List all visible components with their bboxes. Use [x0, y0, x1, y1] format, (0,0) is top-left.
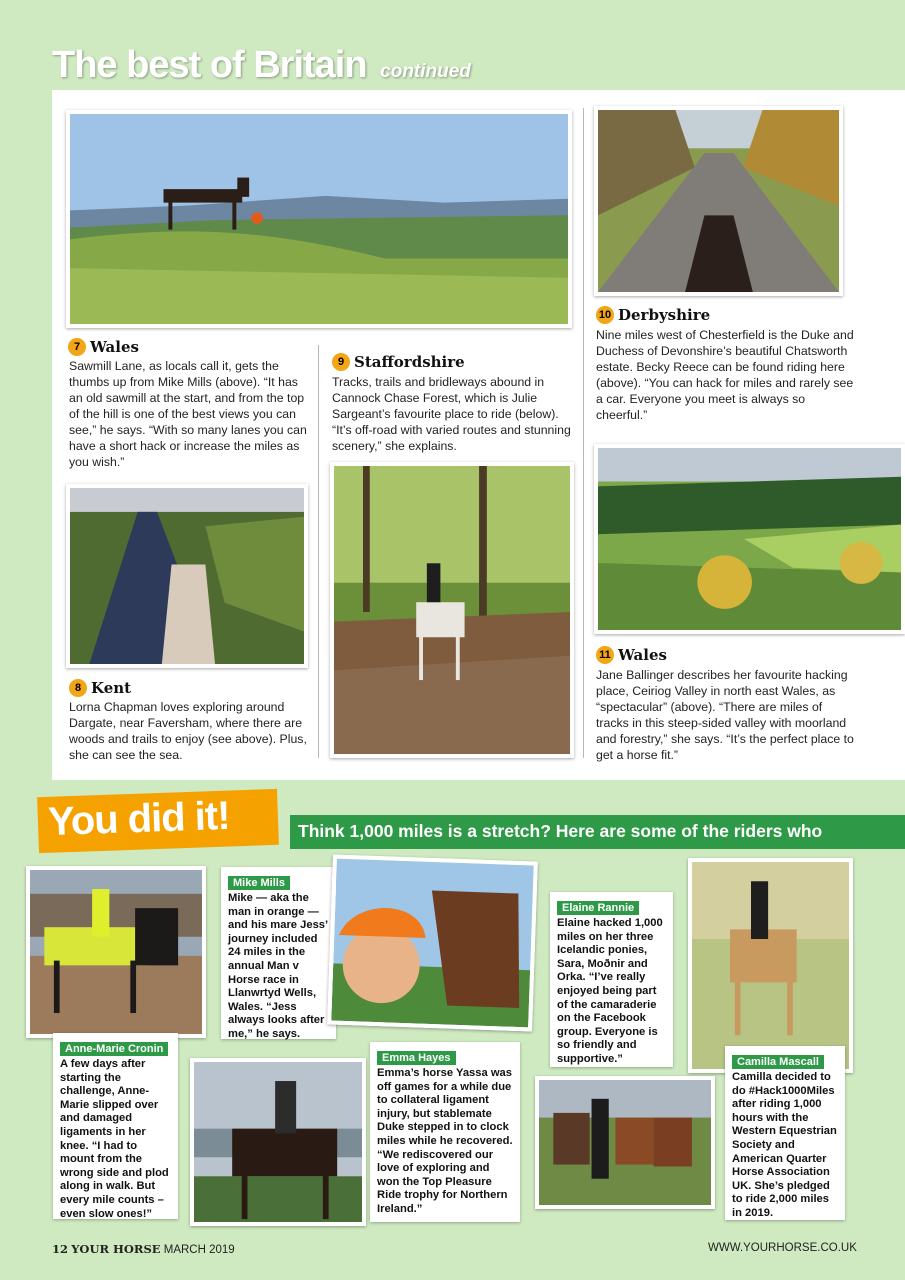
title-continued: continued [380, 61, 471, 82]
issue-date: MARCH 2019 [163, 1244, 235, 1256]
section-heading-9 [332, 353, 465, 371]
rider-card-elaine-rannie [550, 892, 673, 1067]
section-number-badge: 7 [68, 338, 86, 356]
section-region: Wales [90, 338, 139, 356]
section-body-9: Tracks, trails and bridleways abound in Cannock Chase Forest, which is Julie Sargeant’s favourite place to ride (below). “It’s off-road with varied routes and stunning scenery,” she explains. [332, 375, 571, 453]
you-did-it-subtitle: Think 1,000 miles is a stretch? Here are some of the riders who [298, 821, 823, 841]
section-region: Wales [618, 646, 667, 664]
section-heading-11 [596, 646, 667, 664]
section-heading-7 [68, 338, 139, 356]
photo-wales-valley [594, 444, 905, 634]
column-divider [583, 108, 584, 758]
section-body-8: Lorna Chapman loves exploring around Dargate, near Faversham, where there are woods and trails to enjoy (see above). Plus, she can see the sea. [69, 700, 307, 762]
section-number-badge: 11 [596, 646, 614, 664]
rider-name-tag: Anne-Marie Cronin [60, 1042, 168, 1056]
photo-staffordshire-ford [330, 462, 574, 758]
section-heading-8 [69, 679, 131, 697]
rider-text: Camilla decided to do #Hack1000Miles after riding 1,000 hours with the Western Equestrian Society and American Quarter Horse Association UK. She’s pledged to ride 2,000 miles in 2019. [732, 1071, 837, 1219]
photo-camilla-mascall [688, 858, 853, 1073]
section-heading-10 [596, 306, 710, 324]
photo-anne-marie [26, 866, 206, 1038]
page-footer-website: WWW.YOURHORSE.CO.UK [708, 1242, 857, 1254]
section-region: Staffordshire [354, 353, 465, 371]
rider-text: Emma’s horse Yassa was off games for a while due to collateral ligament injury, but stablemate Duke stepped in to clock miles while he recovered. “We rediscovered our love of exploring and won the Top Pleasure Ride trophy for Northern Ireland.” [377, 1067, 513, 1215]
photo-kent-lane [66, 484, 308, 668]
rider-name-tag: Elaine Rannie [557, 901, 639, 915]
title-text: The best of Britain [52, 44, 367, 86]
section-body-10: Nine miles west of Chesterfield is the Duke and Duchess of Devonshire’s beautiful Chatsworth estate. Becky Reece can be found riding here (above). “You can hack for miles and rarely see a car. Everyone you meet is always so cheerful.” [596, 328, 854, 422]
rider-name-tag: Mike Mills [228, 876, 290, 890]
rider-card-mike-mills [221, 867, 336, 1039]
section-number-badge: 9 [332, 353, 350, 371]
you-did-it-title: You did it! [47, 793, 231, 845]
photo-mike-mills [327, 854, 538, 1031]
section-number-badge: 10 [596, 306, 614, 324]
rider-text: Elaine hacked 1,000 miles on her three Icelandic ponies, Sara, Moðnir and Orka. “I’ve really enjoyed being part of the camaraderie on the Facebook group. Everyone is so friendly and supportive.” [557, 917, 663, 1065]
rider-text: Mike — aka the man in orange — and his mare Jess’ journey included 24 miles in the annual Man v Horse race in Llanwrtyd Wells, Wales. “Jess always looks after me,” he says. [228, 892, 328, 1040]
photo-elaine-rannie [535, 1076, 715, 1209]
rider-text: A few days after starting the challenge, Anne-Marie slipped over and damaged ligaments in her knee. “I had to mount from the wrong side and plod along in walk. But every mile counts – even slow ones!” [60, 1058, 169, 1220]
page-footer-left [52, 1242, 235, 1256]
rider-card-emma-hayes [370, 1042, 520, 1222]
page-number: 12 [52, 1242, 69, 1256]
section-body-7: Sawmill Lane, as locals call it, gets the thumbs up from Mike Mills (above). “It has an old sawmill at the start, and from the top of the hill is one of the best views you can see,” he says. “With so many lanes you can have a short hack or increase the miles as you wish.” [69, 359, 307, 469]
photo-emma-hayes [190, 1058, 366, 1226]
section-number-badge: 8 [69, 679, 87, 697]
photo-wales-hilltop [66, 110, 572, 328]
section-region: Kent [91, 679, 132, 697]
rider-card-anne-marie [53, 1033, 178, 1219]
column-divider [318, 345, 319, 758]
rider-card-camilla-mascall [725, 1046, 845, 1220]
photo-derbyshire-lane [594, 106, 843, 296]
rider-name-tag: Camilla Mascall [732, 1055, 824, 1069]
magazine-name: YOUR HORSE [71, 1242, 161, 1256]
rider-name-tag: Emma Hayes [377, 1051, 456, 1065]
section-region: Derbyshire [618, 306, 711, 324]
page-title [52, 44, 471, 87]
section-body-11: Jane Ballinger describes her favourite hacking place, Ceiriog Valley in north east Wales, as “spectacular” (above). “There are miles of tracks in this steep-sided valley with moorland and forestry,” she says. “It’s the perfect place to get a horse fit.” [596, 668, 854, 762]
